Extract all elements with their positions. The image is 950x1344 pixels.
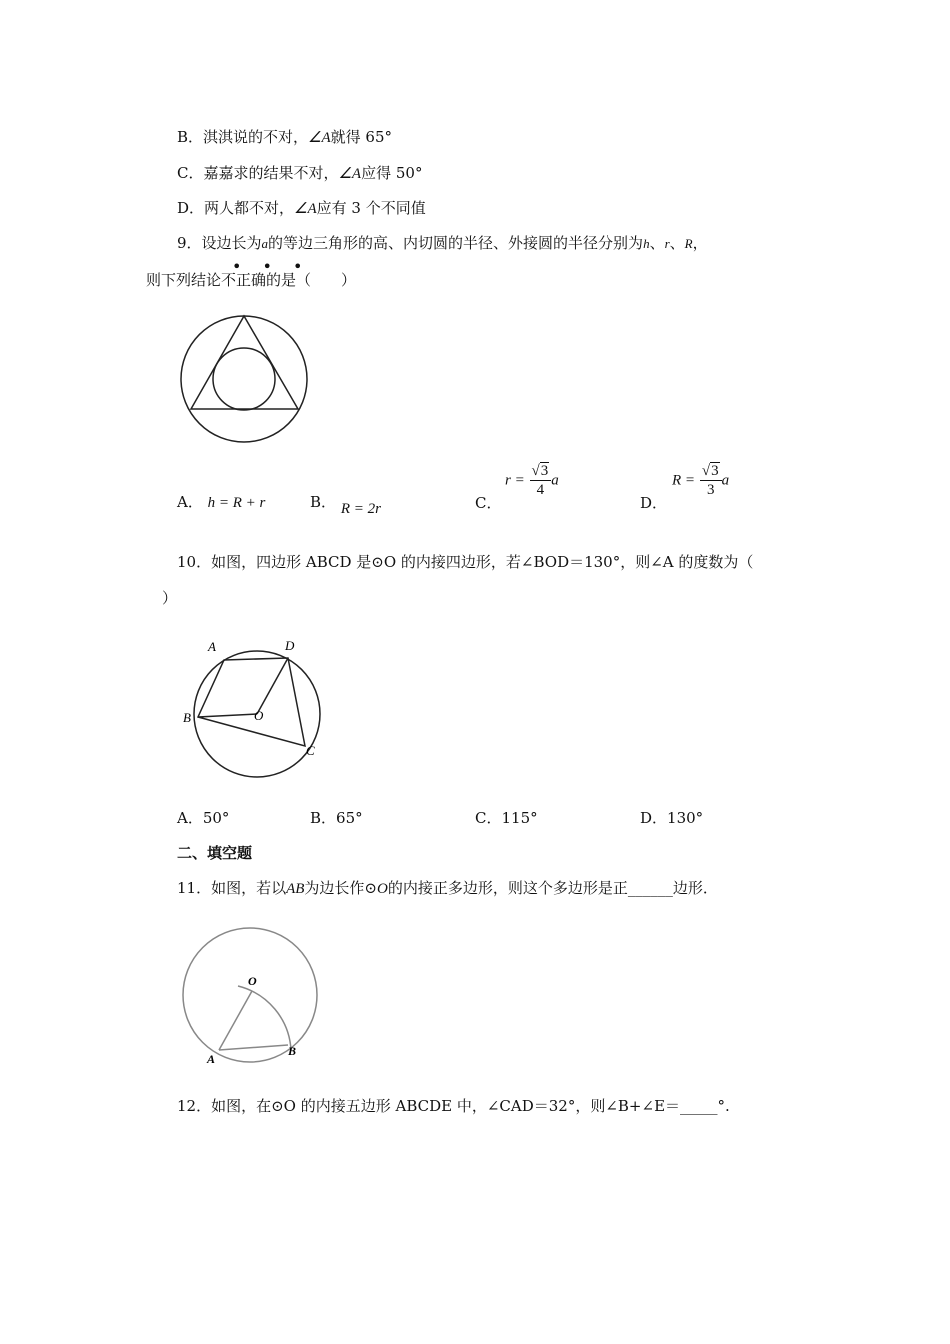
label-a: A xyxy=(207,1052,216,1066)
q8-option-b: B．淇淇说的不对，∠A就得 65° xyxy=(177,128,393,146)
label-c: C xyxy=(306,743,315,758)
label-o: O xyxy=(254,708,264,723)
q9-option-b: B． R = 2r xyxy=(310,493,381,517)
section-title: 二、填空题 xyxy=(177,844,253,862)
q9-stem-line1: 9．设边长为a的等边三角形的高、内切圆的半径、外接圆的半径分别为h、r、R， xyxy=(177,234,708,252)
label-b: B xyxy=(288,1044,297,1058)
construction-arc xyxy=(238,986,291,1050)
segment-oa xyxy=(219,991,252,1050)
q9-option-c-label: C． xyxy=(475,494,502,512)
q9-option-a: A． h = R + r xyxy=(177,493,266,511)
equilateral-triangle xyxy=(191,316,298,409)
q9-option-c-expr: r = $\frac{√3}{4}$ a xyxy=(505,463,559,498)
q12-stem: 12．如图，在⊙O 的内接五边形 ABCDE 中，∠CAD＝32°，则∠B+∠E＝_____°. xyxy=(177,1097,730,1115)
q8-option-d: D．两人都不对，∠A应有 3 个不同值 xyxy=(177,199,426,217)
label-o: O xyxy=(248,974,257,988)
q9-emphasis-dots: • • • xyxy=(232,257,311,276)
q10-option-c: C．115° xyxy=(475,809,538,827)
q9-option-d-label: D． xyxy=(640,494,668,512)
q10-stem-line2: ） xyxy=(162,589,178,607)
q9-stem-line2: 则下列结论不正确的是（ ） xyxy=(146,271,357,289)
q10-option-d: D．130° xyxy=(640,809,704,827)
label-d: D xyxy=(285,638,295,653)
q10-figure xyxy=(180,636,330,781)
q8-option-c: C．嘉嘉求的结果不对，∠A应得 50° xyxy=(177,164,423,182)
q11-figure xyxy=(180,920,325,1070)
segment-ab xyxy=(219,1045,288,1050)
fraction: $\frac{√3}{3}$ xyxy=(700,462,722,499)
quadrilateral-abcd xyxy=(198,658,305,746)
q10-option-a: A．50° xyxy=(177,809,230,827)
q9-option-d-expr: R = $\frac{√3}{3}$ a xyxy=(672,463,730,498)
q9-figure xyxy=(180,313,310,445)
label-b: B xyxy=(183,710,191,725)
incircle xyxy=(213,348,275,410)
label-a: A xyxy=(208,639,216,654)
fraction: $\frac{√3}{4}$ xyxy=(530,462,552,499)
circumcircle xyxy=(181,316,307,442)
segment-od xyxy=(257,658,288,714)
q10-stem-line1: 10．如图，四边形 ABCD 是⊙O 的内接四边形，若∠BOD＝130°，则∠A 的度数为（ xyxy=(177,553,754,571)
q10-option-b: B．65° xyxy=(310,809,363,827)
segment-bo xyxy=(198,714,257,717)
q11-stem: 11．如图，若以AB为边长作⊙O的内接正多边形，则这个多边形是正______边形． xyxy=(177,879,718,897)
